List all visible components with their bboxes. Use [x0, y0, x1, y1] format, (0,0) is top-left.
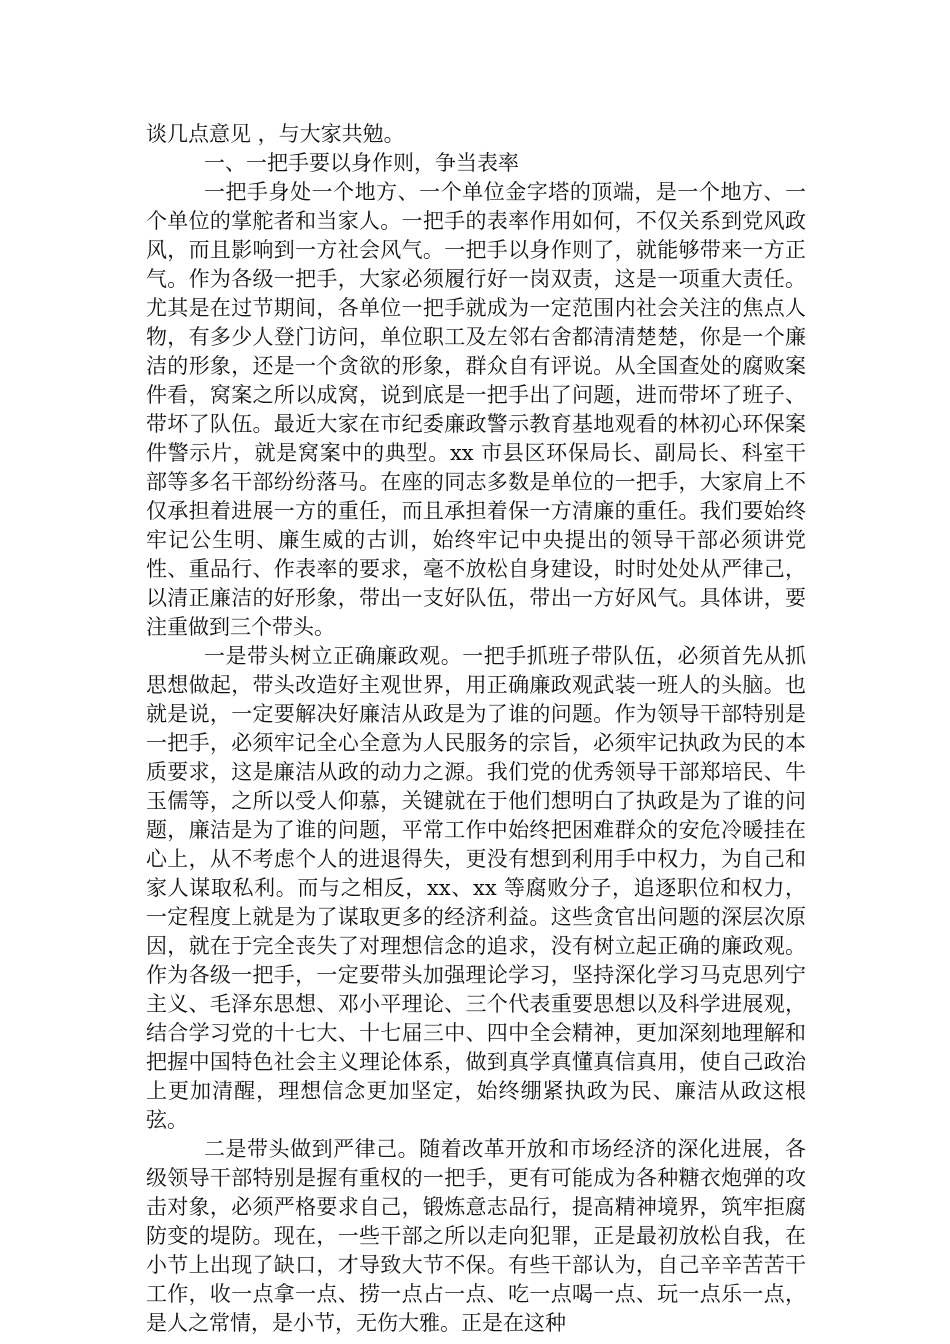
document-body [146, 120, 806, 1338]
paragraph-opening: 谈几点意见 ，与大家共勉。 [146, 122, 405, 146]
section-heading: 一、一把手要以身作则，争当表率 [204, 151, 519, 175]
paragraph: 一把手身处一个地方、一个单位金字塔的顶端，是一个地方、一个单位的掌舵者和当家人。一把手的表率作用如何，不仅关系到党风政风，而且影响到一方社会风气。一把手以身作则了，就能够带来一方正气。作为各级一把手，大家必须履行好一岗双责，这是一项重大责任。尤其是在过节期间，各单位一把手就成为一定范围内社会关注的焦点人物，有多少人登门访问，单位职工及左邻右舍都清清楚楚，你是一个廉洁的形象，还是一个贪欲的形象，群众自有评说。从全国查处的腐败案件看，窝案之所以成窝，说到底是一把手出了问题，进而带坏了班子、带坏了队伍。最近大家在市纪委廉政警示教育基地观看的林初心环保案件警示片，就是窝案中的典型。xx 市县区环保局长、副局长、科室干部等多名干部纷纷落马。在座的同志多数是单位的一把手，大家肩上不仅承担着进展一方的重任，而且承担着保一方清廉的重任。我们要始终牢记公生明、廉生威的古训，始终牢记中央提出的领导干部必须讲党性、重品行、作表率的要求，毫不放松自身建设，时时处处从严律己，以清正廉洁的好形象，带出一支好队伍，带出一方好风气。具体讲，要注重做到三个带头。 [146, 180, 806, 639]
paragraph: 二是带头做到严律己。随着改革开放和市场经济的深化进展，各级领导干部特别是握有重权的一把手，更有可能成为各种糖衣炮弹的攻击对象，必须严格要求自己，锻炼意志品行，提高精神境界，筑牢拒腐防变的堤防。现在，一些干部之所以走向犯罪，正是最初放松自我，在小节上出现了缺口，才导致大节不保。有些干部认为，自己辛辛苦苦干工作，收一点拿一点、捞一点占一点、吃一点喝一点、玩一点乐一点，是人之常情，是小节，无伤大雅。正是在这种 [146, 1137, 806, 1335]
paragraph: 一是带头树立正确廉政观。一把手抓班子带队伍，必须首先从抓思想做起，带头改造好主观世界，用正确廉政观武装一班人的头脑。也就是说，一定要解决好廉洁从政是为了谁的问题。作为领导干部特别是一把手，必须牢记全心全意为人民服务的宗旨，必须牢记执政为民的本质要求，这是廉洁从政的动力之源。我们党的优秀领导干部郑培民、牛玉儒等，之所以受人仰慕，关键就在于他们想明白了执政是为了谁的问题，廉洁是为了谁的问题，平常工作中始终把困难群众的安危冷暖挂在心上，从不考虑个人的进退得失，更没有想到利用手中权力，为自己和家人谋取私利。而与之相反，xx、xx 等腐败分子，追逐职位和权力，一定程度上就是为了谋取更多的经济利益。这些贪官出问题的深层次原因，就在于完全丧失了对理想信念的追求，没有树立起正确的廉政观。作为各级一把手，一定要带头加强理论学习，坚持深化学习马克思列宁主义、毛泽东思想、邓小平理论、三个代表重要思想以及科学进展观，结合学习党的十七大、十七届三中、四中全会精神，更加深刻地理解和把握中国特色社会主义理论体系，做到真学真懂真信真用，使自己政治上更加清醒，理想信念更加坚定，始终绷紧执政为民、廉洁从政这根弦。 [146, 644, 806, 1132]
